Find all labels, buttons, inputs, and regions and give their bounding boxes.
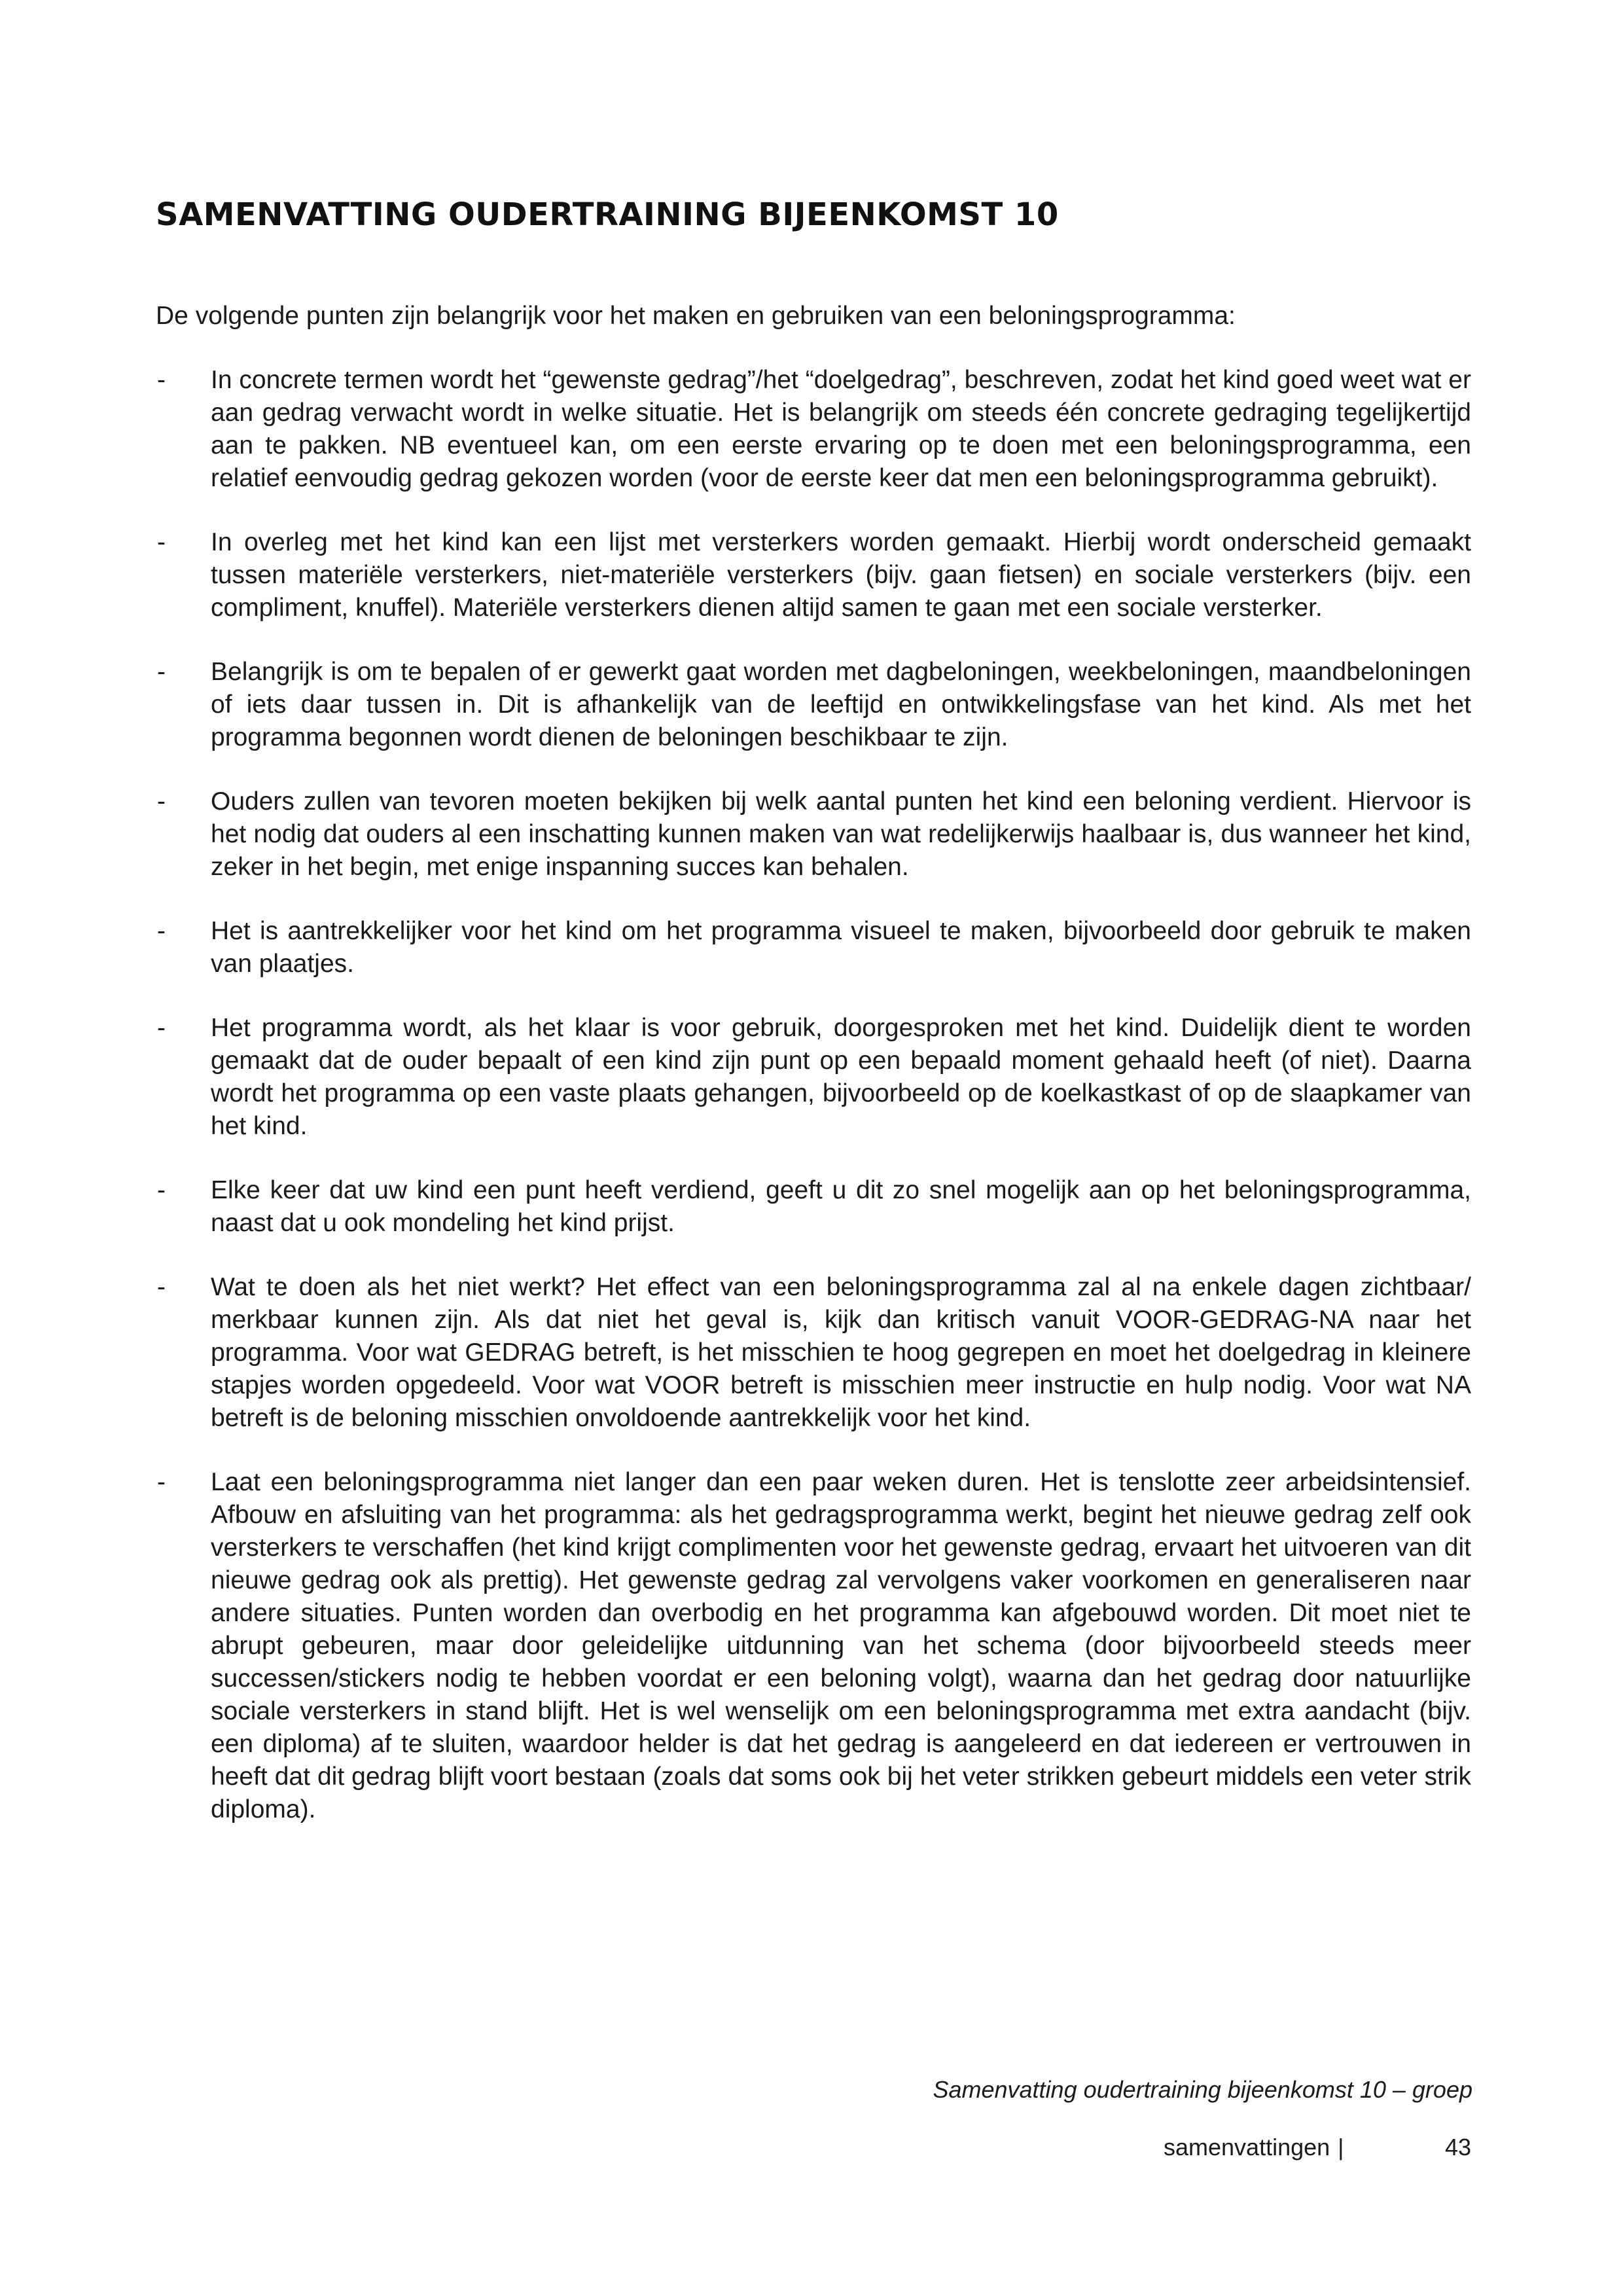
bullet-dash: - xyxy=(157,366,166,394)
list-item-text: In concrete termen wordt het “gewenste gedrag”/het “doelgedrag”, beschreven, zodat het kind goed weet wat er aan gedrag verwacht wordt in welke situatie. Het is belangrijk om steeds één concrete gedraging tegelijkertijd aan te pakken. NB eventueel kan, om een eerste ervaring op te doen met een beloningsprogramma, een relatief eenvoudig gedrag gekozen worden (voor de eerste keer dat men een beloningsprogramma gebruikt). xyxy=(211,366,1471,492)
page-title: SAMENVATTING OUDERTRAINING BIJEENKOMST 10 xyxy=(156,196,1059,233)
footer-section-label xyxy=(1164,2134,1344,2161)
points-list xyxy=(156,364,1471,1857)
list-item-text: Ouders zullen van tevoren moeten bekijken bij welk aantal punten het kind een beloning verdient. Hiervoor is het nodig dat ouders al een inschatting kunnen maken van wat redelijkerwijs haalbaar is, dus wanneer het kind, zeker in het begin, met enige inspanning succes kan behalen. xyxy=(211,787,1471,881)
list-item-text: Wat te doen als het niet werkt? Het effect van een beloningsprogramma zal al na enkele dagen zichtbaar/ merkbaar kunnen zijn. Als dat niet het geval is, kijk dan kritisch vanuit VOOR-GEDRAG-NA naar het programma. Voor wat GEDRAG betreft, is het misschien te hoog gegrepen en moet het doelgedrag in kleinere stapjes worden opgedeeld. Voor wat VOOR betreft is misschien meer instructie en hulp nodig. Voor wat NA betreft is de beloning misschien onvoldoende aantrekkelijk voor het kind. xyxy=(211,1273,1471,1432)
list-item-text: Elke keer dat uw kind een punt heeft verdiend, geeft u dit zo snel mogelijk aan op het beloningsprogramma, naast dat u ook mondeling het kind prijst. xyxy=(211,1176,1471,1237)
footer-separator: | xyxy=(1338,2134,1344,2161)
list-item xyxy=(156,526,1471,624)
list-item-text: Het programma wordt, als het klaar is voor gebruik, doorgesproken met het kind. Duidelijk dient te worden gemaakt dat de ouder bepaalt of een kind zijn punt op een bepaald moment gehaald heeft (of niet). Daarna wordt het programma op een vaste plaats gehangen, bijvoorbeeld op de koelkastkast of op de slaapkamer van het kind. xyxy=(211,1014,1471,1140)
list-item-text: Belangrijk is om te bepalen of er gewerkt gaat worden met dagbeloningen, weekbeloningen, maandbeloningen of iets daar tussen in. Dit is afhankelijk van de leeftijd en ontwikkelingsfase van het kind. Als met het programma begonnen wordt dienen de beloningen beschikbaar te zijn. xyxy=(211,658,1471,751)
list-item xyxy=(156,364,1471,495)
list-item xyxy=(156,915,1471,980)
footer-section-text: samenvattingen xyxy=(1164,2134,1330,2161)
bullet-dash: - xyxy=(157,1468,166,1496)
bullet-dash: - xyxy=(157,1273,166,1301)
page-number: 43 xyxy=(1444,2134,1471,2161)
list-item-text: In overleg met het kind kan een lijst met versterkers worden gemaakt. Hierbij wordt onderscheid gemaakt tussen materiële versterkers, niet-materiële versterkers (bijv. gaan fietsen) en sociale versterkers (bijv. een compliment, knuffel). Materiële versterkers dienen altijd samen te gaan met een sociale versterker. xyxy=(211,528,1471,622)
bullet-dash: - xyxy=(157,528,166,556)
list-item xyxy=(156,1174,1471,1240)
bullet-dash: - xyxy=(157,1176,166,1204)
list-item xyxy=(156,1466,1471,1826)
intro-paragraph: De volgende punten zijn belangrijk voor het maken en gebruiken van een beloningsprogramma: xyxy=(156,302,1236,330)
bullet-dash: - xyxy=(157,787,166,816)
list-item xyxy=(156,1012,1471,1143)
bullet-dash: - xyxy=(157,917,166,945)
list-item xyxy=(156,785,1471,884)
list-item xyxy=(156,1271,1471,1435)
list-item xyxy=(156,656,1471,754)
list-item-text: Laat een beloningsprogramma niet langer dan een paar weken duren. Het is tenslotte zeer arbeidsintensief. Afbouw en afsluiting van het programma: als het gedragsprogramma werkt, begint het nieuwe gedrag zelf ook versterkers te verschaffen (het kind krijgt complimenten voor het gewenste gedrag, ervaart het uitvoeren van dit nieuwe gedrag ook als prettig). Het gewenste gedrag zal vervolgens vaker voorkomen en generaliseren naar andere situaties. Punten worden dan overbodig en het programma kan afgebouwd worden. Dit moet niet te abrupt gebeuren, maar door geleidelijke uitdunning van het schema (door bijvoorbeeld steeds meer successen/stickers nodig te hebben voordat er een beloning volgt), waarna dan het gedrag door natuurlijke sociale versterkers in stand blijft. Het is wel wenselijk om een beloningsprogramma met extra aandacht (bijv. een diploma) af te sluiten, waardoor helder is dat het gedrag is aangeleerd en dat iedereen er vertrouwen in heeft dat dit gedrag blijft voort bestaan (zoals dat soms ook bij het veter strikken gebeurt middels een veter strik diploma). xyxy=(211,1468,1471,1823)
footer-caption: Samenvatting oudertraining bijeenkomst 10 – groep xyxy=(933,2076,1472,2103)
list-item-text: Het is aantrekkelijker voor het kind om het programma visueel te maken, bijvoorbeeld door gebruik te maken van plaatjes. xyxy=(211,917,1471,978)
bullet-dash: - xyxy=(157,658,166,686)
bullet-dash: - xyxy=(157,1014,166,1042)
